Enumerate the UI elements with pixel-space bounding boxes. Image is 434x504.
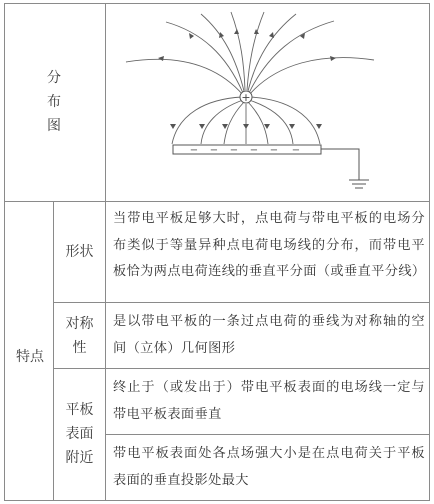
field-arrows [158, 29, 336, 129]
diagram-row-divider [4, 201, 430, 202]
field-line-outer-left-1 [126, 59, 243, 95]
symmetry-label [54, 312, 105, 360]
ground-icon [349, 180, 369, 188]
label-column-divider [105, 201, 106, 501]
plate-sign-4: − [249, 145, 259, 156]
arrow-outer-right-3 [269, 32, 274, 38]
field-line-top-right [247, 12, 264, 90]
field-line-down-right-2 [249, 100, 293, 144]
plate-sign-6: − [291, 145, 301, 156]
field-line-outer-left-3 [201, 14, 244, 91]
arrow-down-right-3 [264, 124, 270, 129]
distribution-label-char-3: 图 [47, 118, 61, 134]
symmetry-description: 是以带电平板的一条过点电荷的垂线为对称轴的空间（立体）几何图形 [113, 314, 425, 356]
symmetry-label-line-2: 性 [72, 340, 87, 356]
shape-label [54, 240, 105, 264]
surface-description-2: 带电平板表面处各点场强大小是在点电荷关于平板表面的垂直投影处最大 [113, 446, 425, 488]
table-border-left [4, 3, 5, 501]
field-lines [126, 12, 374, 144]
symmetry-label-line-1: 对称 [65, 316, 94, 332]
field-line-outer-right-3 [248, 14, 296, 91]
arrow-down-left-3 [222, 124, 228, 129]
plate-sign-1: − [189, 145, 199, 156]
distribution-label-char-1: 分 [47, 70, 61, 86]
arrow-outer-left-1 [158, 56, 164, 61]
surface-label-line-1: 平板 [65, 402, 94, 418]
plate-sign-3: − [229, 145, 239, 156]
plate-sign-5: − [269, 145, 279, 156]
field-line-down-left-3 [224, 102, 244, 144]
surface-description-1: 终止于（或发出于）带电平板表面的电场线一定与带电平板表面垂直 [113, 380, 425, 422]
ground-wire [321, 149, 359, 180]
arrow-down-right-2 [289, 124, 295, 129]
shape-description: 当带电平板足够大时，点电荷与带电平板的电场分布类似于等量异种点电荷电场线的分布，而带电平板恰为两点电荷连线的垂直平分面（或垂直平分线） [113, 211, 426, 279]
field-line-outer-left-2 [166, 22, 243, 93]
field-line-top-left [231, 12, 245, 90]
surface-label-line-3: 附近 [65, 450, 94, 466]
shape-label-line-1: 形状 [65, 244, 94, 260]
field-line-down-right-3 [248, 102, 268, 144]
surface-label [54, 398, 105, 470]
plate-sign-2: − [209, 145, 219, 156]
symmetry-row-divider [53, 368, 430, 369]
table-border-right [429, 3, 430, 501]
features-label: 特点 [16, 349, 44, 365]
surface-inner-divider [105, 434, 430, 435]
arrow-outer-right-1 [330, 56, 336, 61]
table-border-bottom [4, 500, 430, 501]
surface-label-line-2: 表面 [65, 426, 94, 442]
arrow-down-center [243, 124, 249, 129]
field-distribution-diagram [106, 4, 429, 201]
shape-row-divider [53, 302, 430, 303]
point-charge-sign: + [241, 91, 251, 104]
arrow-down-left-2 [199, 124, 205, 129]
distribution-label [36, 66, 72, 138]
distribution-label-char-2: 布 [47, 94, 61, 110]
field-line-down-left-2 [201, 100, 243, 144]
arrow-down-left-1 [170, 124, 176, 129]
arrow-top-right [254, 29, 259, 34]
arrow-down-right-1 [316, 124, 322, 129]
